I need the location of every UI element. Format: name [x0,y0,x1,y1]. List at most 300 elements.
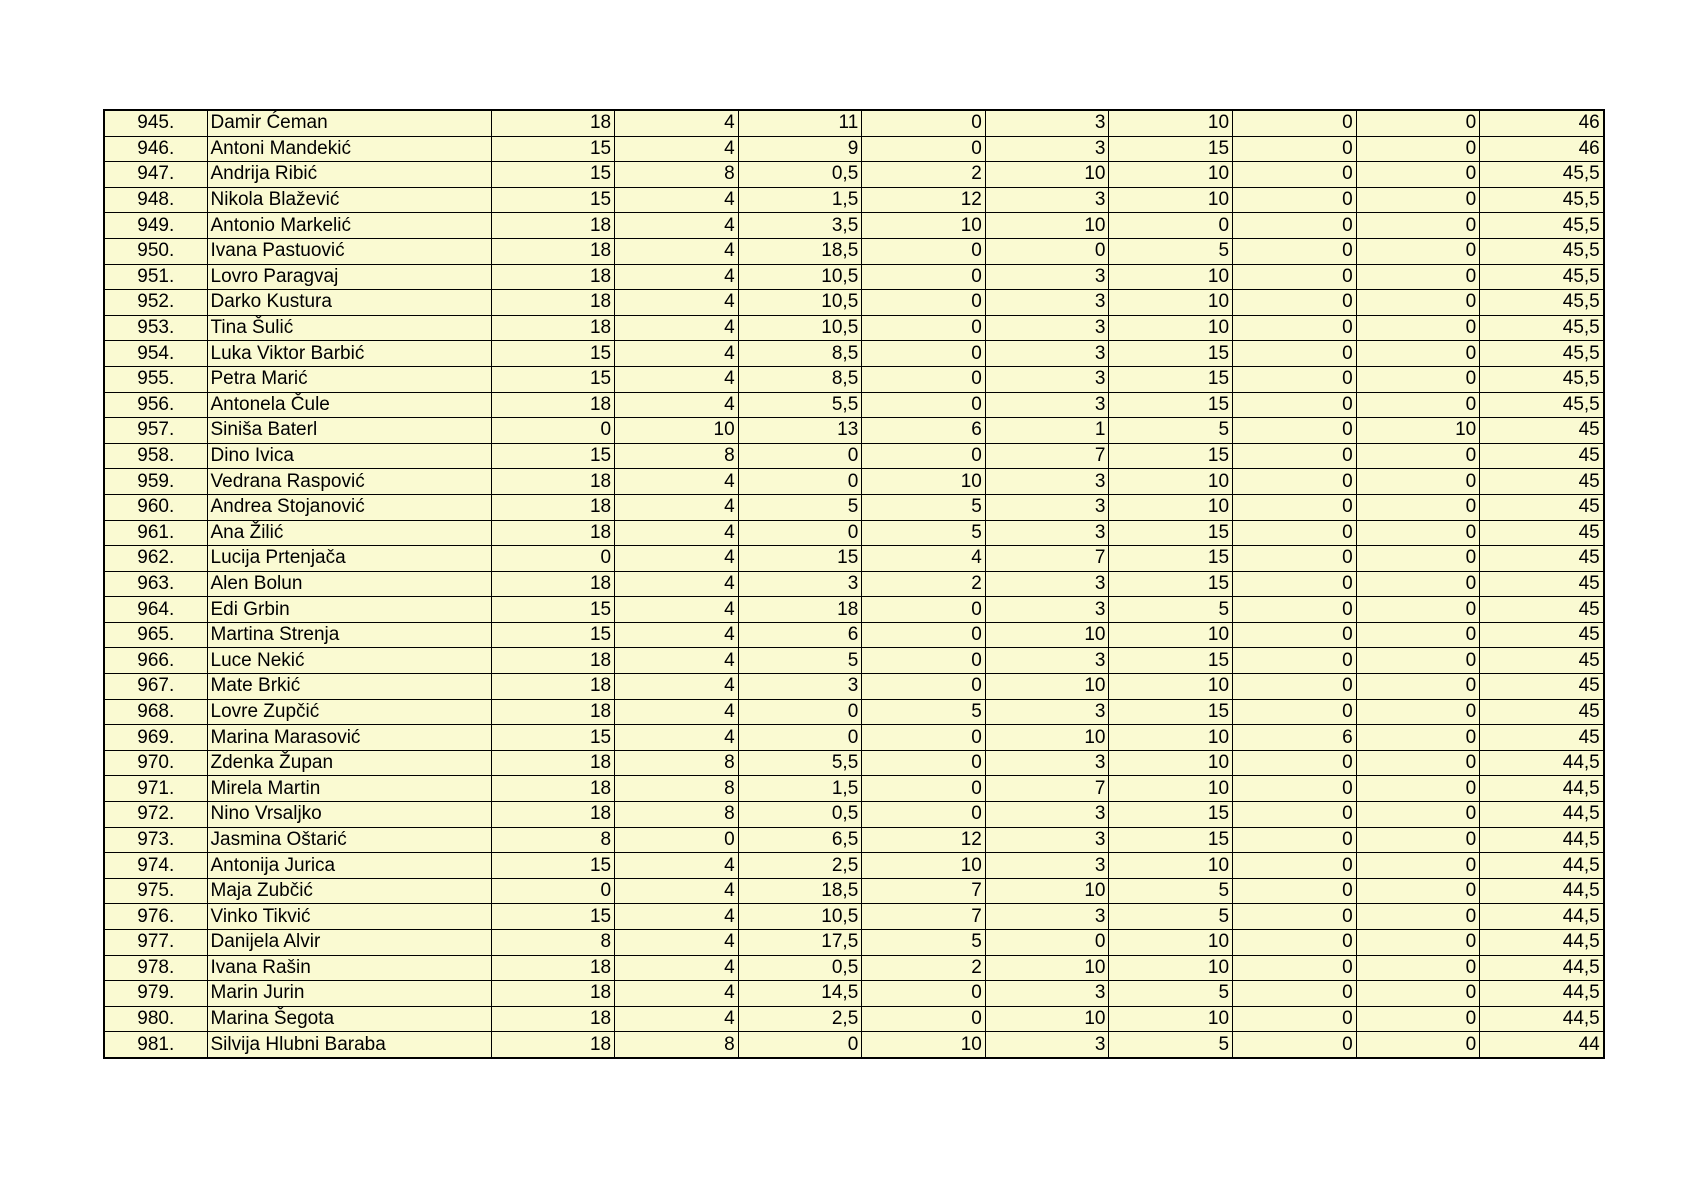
score-cell: 0 [1233,494,1357,520]
rank-cell: 971. [104,776,207,802]
score-cell: 6 [738,622,862,648]
table-row [104,674,1604,700]
table-row [104,827,1604,853]
score-cell: 8 [615,162,739,188]
score-cell: 5 [1109,418,1233,444]
score-cell: 3 [985,187,1109,213]
score-cell: 18,5 [738,238,862,264]
score-cell: 0 [1233,930,1357,956]
total-cell: 44,5 [1480,878,1604,904]
rank-cell: 953. [104,315,207,341]
score-cell: 4 [615,264,739,290]
score-cell: 0 [1356,136,1480,162]
table-row [104,213,1604,239]
total-cell: 44,5 [1480,827,1604,853]
score-cell: 1,5 [738,187,862,213]
score-cell: 0 [1356,725,1480,751]
score-cell: 18 [491,110,615,136]
score-cell: 0 [1233,546,1357,572]
score-cell: 4 [615,878,739,904]
score-cell: 8,5 [738,366,862,392]
score-cell: 3 [985,290,1109,316]
score-cell: 4 [615,622,739,648]
score-cell: 8 [491,827,615,853]
score-cell: 0 [1356,187,1480,213]
rank-cell: 962. [104,546,207,572]
score-cell: 15 [1109,443,1233,469]
score-cell: 0 [1233,162,1357,188]
table-row [104,443,1604,469]
table-row [104,725,1604,751]
score-cell: 15 [738,546,862,572]
score-cell: 0 [1356,622,1480,648]
score-cell: 14,5 [738,981,862,1007]
score-cell: 3 [985,1032,1109,1058]
score-cell: 0 [1356,648,1480,674]
rank-cell: 970. [104,750,207,776]
score-cell: 0 [491,546,615,572]
score-cell: 11 [738,110,862,136]
total-cell: 45 [1480,469,1604,495]
score-cell: 15 [1109,546,1233,572]
table-row [104,238,1604,264]
score-cell: 10 [985,213,1109,239]
score-cell: 0,5 [738,802,862,828]
table-row [104,290,1604,316]
score-cell: 0 [985,238,1109,264]
score-cell: 10 [985,1006,1109,1032]
table-row [104,469,1604,495]
rank-cell: 960. [104,494,207,520]
score-cell: 3 [985,520,1109,546]
table-row [104,981,1604,1007]
rank-cell: 969. [104,725,207,751]
score-cell: 3 [738,674,862,700]
score-cell: 8 [491,930,615,956]
score-cell: 0 [862,238,986,264]
total-cell: 45 [1480,597,1604,623]
rank-cell: 956. [104,392,207,418]
table-row [104,494,1604,520]
table-row [104,622,1604,648]
total-cell: 44,5 [1480,955,1604,981]
score-cell: 0 [862,315,986,341]
score-cell: 0 [1233,1006,1357,1032]
score-cell: 0 [1356,878,1480,904]
score-cell: 0 [862,443,986,469]
score-cell: 4 [615,136,739,162]
score-cell: 0 [862,264,986,290]
score-cell: 5 [862,699,986,725]
score-cell: 3 [985,648,1109,674]
score-cell: 4 [615,187,739,213]
score-cell: 5 [1109,878,1233,904]
score-cell: 15 [1109,827,1233,853]
rank-cell: 973. [104,827,207,853]
score-cell: 18 [491,955,615,981]
score-cell: 10 [1109,776,1233,802]
score-cell: 4 [615,648,739,674]
score-cell: 15 [491,443,615,469]
score-cell: 0 [1233,520,1357,546]
score-cell: 15 [491,853,615,879]
score-cell: 4 [615,315,739,341]
score-cell: 0 [1233,648,1357,674]
total-cell: 46 [1480,136,1604,162]
score-cell: 0 [1356,469,1480,495]
score-cell: 5 [862,930,986,956]
score-cell: 7 [985,776,1109,802]
score-cell: 10,5 [738,290,862,316]
score-cell: 0 [1233,443,1357,469]
score-cell: 0 [1356,162,1480,188]
score-cell: 5 [1109,597,1233,623]
score-cell: 15 [1109,802,1233,828]
rank-cell: 952. [104,290,207,316]
score-cell: 10 [1109,494,1233,520]
total-cell: 44,5 [1480,1006,1604,1032]
total-cell: 45 [1480,418,1604,444]
rank-cell: 978. [104,955,207,981]
score-cell: 0 [1233,750,1357,776]
name-cell: Luce Nekić [207,648,491,674]
total-cell: 45,5 [1480,366,1604,392]
name-cell: Tina Šulić [207,315,491,341]
score-cell: 0 [862,110,986,136]
score-cell: 0 [1233,392,1357,418]
results-table-body [104,110,1604,1058]
score-cell: 18 [491,981,615,1007]
score-cell: 4 [615,930,739,956]
score-cell: 0 [862,802,986,828]
total-cell: 45 [1480,520,1604,546]
name-cell: Jasmina Oštarić [207,827,491,853]
score-cell: 15 [1109,571,1233,597]
score-cell: 0 [1233,878,1357,904]
total-cell: 45 [1480,443,1604,469]
score-cell: 4 [615,392,739,418]
score-cell: 0 [862,366,986,392]
table-row [104,878,1604,904]
score-cell: 3 [985,392,1109,418]
score-cell: 0 [1233,699,1357,725]
score-cell: 10 [862,213,986,239]
name-cell: Nikola Blažević [207,187,491,213]
score-cell: 3 [985,110,1109,136]
score-cell: 10 [985,955,1109,981]
table-row [104,520,1604,546]
results-table [103,109,1605,1059]
rank-cell: 965. [104,622,207,648]
score-cell: 0 [1356,264,1480,290]
score-cell: 8 [615,802,739,828]
total-cell: 45,5 [1480,341,1604,367]
rank-cell: 954. [104,341,207,367]
score-cell: 0 [615,827,739,853]
score-cell: 0 [862,136,986,162]
score-cell: 0 [1356,443,1480,469]
score-cell: 4 [615,853,739,879]
score-cell: 1 [985,418,1109,444]
table-row [104,1006,1604,1032]
score-cell: 0 [1356,776,1480,802]
score-cell: 10 [1109,187,1233,213]
total-cell: 44,5 [1480,750,1604,776]
score-cell: 5 [862,520,986,546]
rank-cell: 977. [104,930,207,956]
score-cell: 4 [615,341,739,367]
score-cell: 10 [1356,418,1480,444]
table-row [104,264,1604,290]
rank-cell: 972. [104,802,207,828]
score-cell: 0 [1356,238,1480,264]
score-cell: 0 [862,750,986,776]
score-cell: 15 [491,725,615,751]
score-cell: 15 [491,904,615,930]
total-cell: 45,5 [1480,315,1604,341]
score-cell: 0 [1233,904,1357,930]
score-cell: 0 [1356,290,1480,316]
total-cell: 45 [1480,674,1604,700]
score-cell: 7 [862,904,986,930]
rank-cell: 949. [104,213,207,239]
score-cell: 0 [1233,187,1357,213]
score-cell: 5 [1109,981,1233,1007]
score-cell: 0,5 [738,955,862,981]
score-cell: 0 [1233,341,1357,367]
score-cell: 0 [738,520,862,546]
total-cell: 45,5 [1480,290,1604,316]
score-cell: 18 [491,571,615,597]
score-cell: 0 [1233,264,1357,290]
score-cell: 18 [491,520,615,546]
table-row [104,315,1604,341]
name-cell: Martina Strenja [207,622,491,648]
score-cell: 3 [985,853,1109,879]
score-cell: 2 [862,162,986,188]
score-cell: 5,5 [738,750,862,776]
score-cell: 18 [491,802,615,828]
name-cell: Lovro Paragvaj [207,264,491,290]
score-cell: 10 [1109,162,1233,188]
score-cell: 0 [862,341,986,367]
score-cell: 18 [491,392,615,418]
name-cell: Nino Vrsaljko [207,802,491,828]
score-cell: 10 [1109,930,1233,956]
total-cell: 46 [1480,110,1604,136]
score-cell: 0 [1233,802,1357,828]
score-cell: 0 [1356,315,1480,341]
score-cell: 7 [985,443,1109,469]
name-cell: Antonio Markelić [207,213,491,239]
score-cell: 3 [985,341,1109,367]
rank-cell: 945. [104,110,207,136]
score-cell: 0 [1356,827,1480,853]
total-cell: 45 [1480,648,1604,674]
total-cell: 45,5 [1480,162,1604,188]
rank-cell: 961. [104,520,207,546]
score-cell: 2,5 [738,1006,862,1032]
name-cell: Danijela Alvir [207,930,491,956]
score-cell: 0 [1233,597,1357,623]
score-cell: 4 [615,494,739,520]
score-cell: 4 [615,546,739,572]
score-cell: 4 [615,597,739,623]
score-cell: 4 [615,674,739,700]
score-cell: 0 [1356,110,1480,136]
total-cell: 45 [1480,571,1604,597]
name-cell: Dino Ivica [207,443,491,469]
score-cell: 0 [862,597,986,623]
score-cell: 0 [1233,469,1357,495]
name-cell: Ana Žilić [207,520,491,546]
score-cell: 0,5 [738,162,862,188]
table-row [104,597,1604,623]
total-cell: 45,5 [1480,264,1604,290]
score-cell: 0 [1233,136,1357,162]
total-cell: 44,5 [1480,981,1604,1007]
score-cell: 0 [862,392,986,418]
score-cell: 10 [862,1032,986,1058]
score-cell: 0 [1233,418,1357,444]
score-cell: 0 [1356,955,1480,981]
score-cell: 3 [985,827,1109,853]
table-row [104,802,1604,828]
score-cell: 3 [985,469,1109,495]
score-cell: 4 [615,469,739,495]
rank-cell: 957. [104,418,207,444]
score-cell: 15 [491,622,615,648]
score-cell: 15 [1109,366,1233,392]
score-cell: 10 [1109,264,1233,290]
score-cell: 18 [491,290,615,316]
total-cell: 45 [1480,546,1604,572]
score-cell: 18 [491,469,615,495]
score-cell: 18 [491,776,615,802]
score-cell: 10 [862,469,986,495]
total-cell: 45,5 [1480,392,1604,418]
score-cell: 0 [1356,930,1480,956]
name-cell: Siniša Baterl [207,418,491,444]
table-row [104,136,1604,162]
score-cell: 0 [1356,546,1480,572]
score-cell: 15 [491,187,615,213]
name-cell: Ivana Pastuović [207,238,491,264]
score-cell: 18 [738,597,862,623]
name-cell: Lovre Zupčić [207,699,491,725]
score-cell: 0 [862,290,986,316]
score-cell: 18 [491,213,615,239]
name-cell: Marin Jurin [207,981,491,1007]
score-cell: 0 [1233,366,1357,392]
score-cell: 8,5 [738,341,862,367]
score-cell: 15 [491,162,615,188]
score-cell: 1,5 [738,776,862,802]
score-cell: 0 [491,418,615,444]
score-cell: 10 [1109,1006,1233,1032]
score-cell: 5 [1109,1032,1233,1058]
table-row [104,1032,1604,1058]
score-cell: 0 [738,699,862,725]
score-cell: 6 [862,418,986,444]
score-cell: 10 [985,622,1109,648]
name-cell: Luka Viktor Barbić [207,341,491,367]
total-cell: 45,5 [1480,238,1604,264]
score-cell: 0 [862,725,986,751]
score-cell: 4 [615,520,739,546]
score-cell: 0 [1233,827,1357,853]
score-cell: 0 [1233,571,1357,597]
rank-cell: 955. [104,366,207,392]
score-cell: 12 [862,187,986,213]
score-cell: 0 [862,648,986,674]
name-cell: Mirela Martin [207,776,491,802]
score-cell: 0 [1233,674,1357,700]
score-cell: 7 [862,878,986,904]
rank-cell: 946. [104,136,207,162]
rank-cell: 958. [104,443,207,469]
score-cell: 10 [1109,469,1233,495]
score-cell: 2 [862,571,986,597]
score-cell: 6,5 [738,827,862,853]
score-cell: 4 [615,1006,739,1032]
score-cell: 4 [615,213,739,239]
score-cell: 10 [1109,750,1233,776]
score-cell: 3 [985,494,1109,520]
score-cell: 4 [615,955,739,981]
rank-cell: 963. [104,571,207,597]
score-cell: 0 [738,725,862,751]
score-cell: 10 [1109,725,1233,751]
name-cell: Andrea Stojanović [207,494,491,520]
score-cell: 0 [1356,699,1480,725]
name-cell: Antonela Čule [207,392,491,418]
score-cell: 0 [862,776,986,802]
table-row [104,418,1604,444]
score-cell: 0 [1233,238,1357,264]
name-cell: Damir Ćeman [207,110,491,136]
table-row [104,392,1604,418]
name-cell: Antonija Jurica [207,853,491,879]
name-cell: Vinko Tikvić [207,904,491,930]
score-cell: 10 [1109,674,1233,700]
total-cell: 44,5 [1480,853,1604,879]
score-cell: 4 [615,238,739,264]
score-cell: 3 [985,315,1109,341]
score-cell: 0 [1233,981,1357,1007]
name-cell: Maja Zubčić [207,878,491,904]
score-cell: 0 [1356,1032,1480,1058]
score-cell: 0 [862,674,986,700]
score-cell: 5 [1109,904,1233,930]
score-cell: 0 [1356,520,1480,546]
score-cell: 0 [1356,802,1480,828]
total-cell: 45 [1480,494,1604,520]
score-cell: 7 [985,546,1109,572]
score-cell: 0 [491,878,615,904]
rank-cell: 951. [104,264,207,290]
score-cell: 18 [491,674,615,700]
score-cell: 10 [985,878,1109,904]
score-cell: 2 [862,955,986,981]
rank-cell: 947. [104,162,207,188]
score-cell: 10,5 [738,315,862,341]
score-cell: 10 [985,162,1109,188]
total-cell: 45,5 [1480,187,1604,213]
score-cell: 4 [615,981,739,1007]
score-cell: 8 [615,443,739,469]
score-cell: 0 [1356,392,1480,418]
